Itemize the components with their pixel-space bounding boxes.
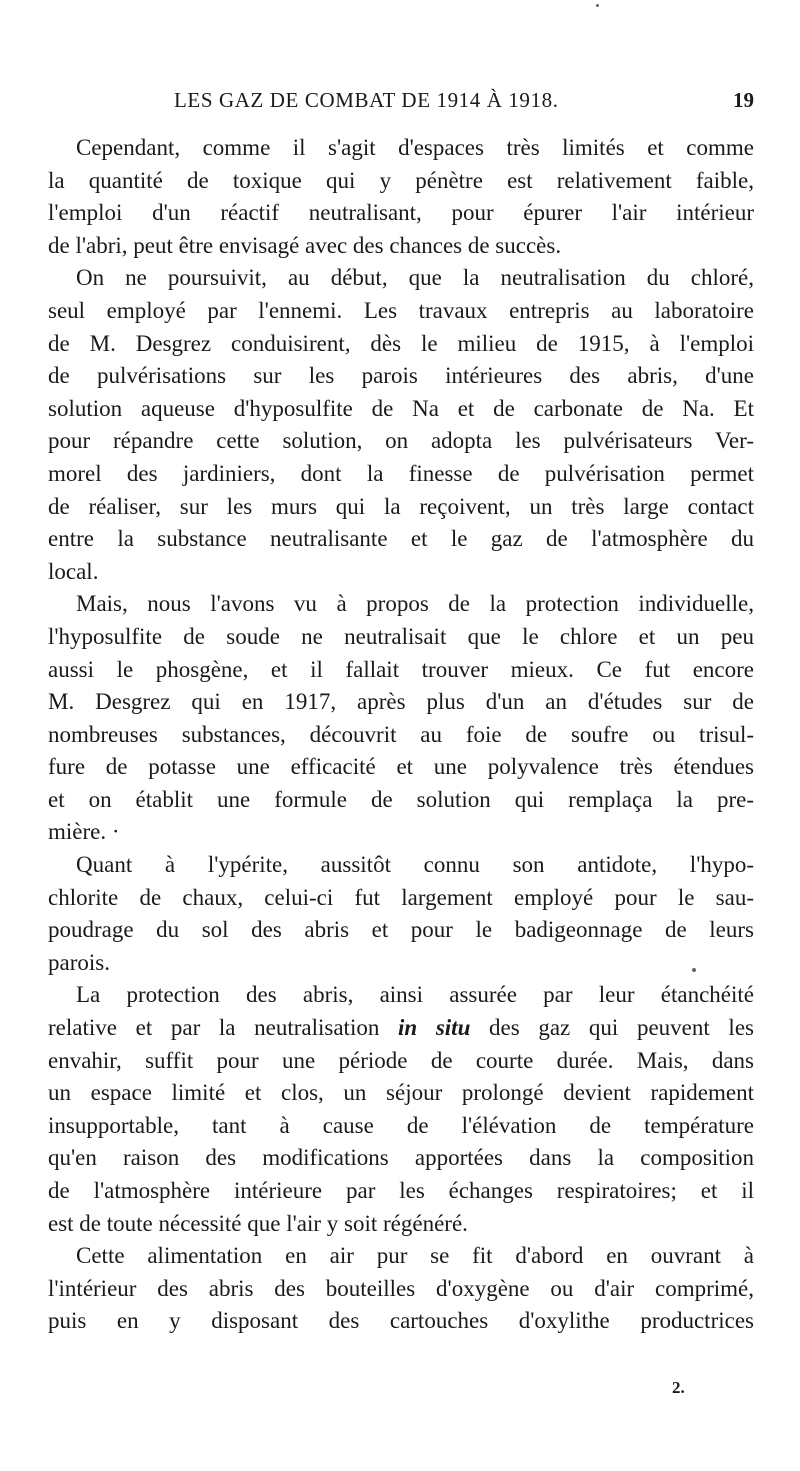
text-line: Mais, nous l'avons vu à propos de la protection individuelle, [76,591,754,617]
text-line: mière. · [48,819,120,845]
text-line: l'intérieur des abris des bouteilles d'oxygène ou d'air comprimé, [48,1275,754,1301]
ink-speck [596,4,599,7]
paragraph [48,1240,754,1338]
text-line: de réaliser, sur les murs qui la reçoivent, un très large contact [48,493,754,519]
text-line: nombreuses substances, découvrit au foie de soufre ou trisul- [48,721,754,747]
text-line: chlorite de chaux, celui-ci fut largement employé pour le sau- [48,884,754,910]
text-line: aussi le phosgène, et il fallait trouver mieux. Ce fut encore [48,656,754,682]
text-line: poudrage du sol des abris et pour le badigeonnage de leurs [48,917,754,943]
text-line: Quant à l'ypérite, aussitôt connu son antidote, l'hypo- [76,852,754,878]
body-text [48,132,754,1338]
running-title: LES GAZ DE COMBAT DE 1914 À 1918. [174,88,559,112]
text-line: de pulvérisations sur les parois intérieures des abris, d'une [48,363,754,389]
text-line: entre la substance neutralisante et le gaz de l'atmosphère du [48,526,754,552]
text-line: On ne poursuivit, au début, que la neutralisation du chloré, [76,265,754,291]
paragraph [48,979,754,1240]
text-line: Cependant, comme il s'agit d'espaces très limités et comme [76,135,754,160]
text-line: envahir, suffit pour une période de courte durée. Mais, dans [48,1047,754,1073]
text-line: l'emploi d'un réactif neutralisant, pour épurer l'air intérieur [48,200,754,226]
text-line: la quantité de toxique qui y pénètre est relativement faible, [48,167,754,193]
ink-speck [692,968,696,972]
text-line: fure de potasse une efficacité et une polyvalence très étendues [48,754,754,780]
page-header [48,88,754,118]
text-line: puis en y disposant des cartouches d'oxylithe productrices [48,1308,754,1334]
text-line: pour répandre cette solution, on adopta les pulvérisateurs Ver- [48,428,754,454]
text-line: qu'en raison des modifications apportées dans la composition [48,1145,754,1171]
text-line: La protection des abris, ainsi assurée par leur étanchéité [76,982,754,1008]
text-line: est de toute nécessité que l'air y soit régénéré. [48,1210,468,1236]
paragraph [48,262,754,588]
text-line: relative et par la neutralisation in situ des gaz qui peuvent les [48,1015,754,1041]
paragraph [48,132,754,262]
page-number: 19 [733,88,754,112]
text-line: insupportable, tant à cause de l'élévation de température [48,1112,754,1138]
text-line: parois. [48,949,110,975]
text-line: de l'abri, peut être envisagé avec des chances de succès. [48,232,562,258]
paragraph [48,588,754,849]
text-line: l'hyposulfite de soude ne neutralisait que le chlore et un peu [48,623,754,649]
signature-mark: 2. [672,1378,685,1397]
paragraph [48,849,754,979]
text-line: morel des jardiniers, dont la finesse de pulvérisation permet [48,460,754,486]
text-line: un espace limité et clos, un séjour prolongé devient rapidement [48,1080,754,1106]
text-line: Cette alimentation en air pur se fit d'abord en ouvrant à [76,1243,754,1269]
text-line: seul employé par l'ennemi. Les travaux entrepris au laboratoire [48,297,754,323]
text-line: et on établit une formule de solution qui remplaça la pre- [48,786,754,812]
text-line: de M. Desgrez conduisirent, dès le milieu de 1915, à l'emploi [48,330,754,356]
text-line: de l'atmosphère intérieure par les échanges respiratoires; et il [48,1178,754,1203]
text-line: M. Desgrez qui en 1917, après plus d'un an d'études sur de [48,689,754,715]
text-line: solution aqueuse d'hyposulfite de Na et de carbonate de Na. Et [48,395,754,421]
text-line: local. [48,558,99,584]
